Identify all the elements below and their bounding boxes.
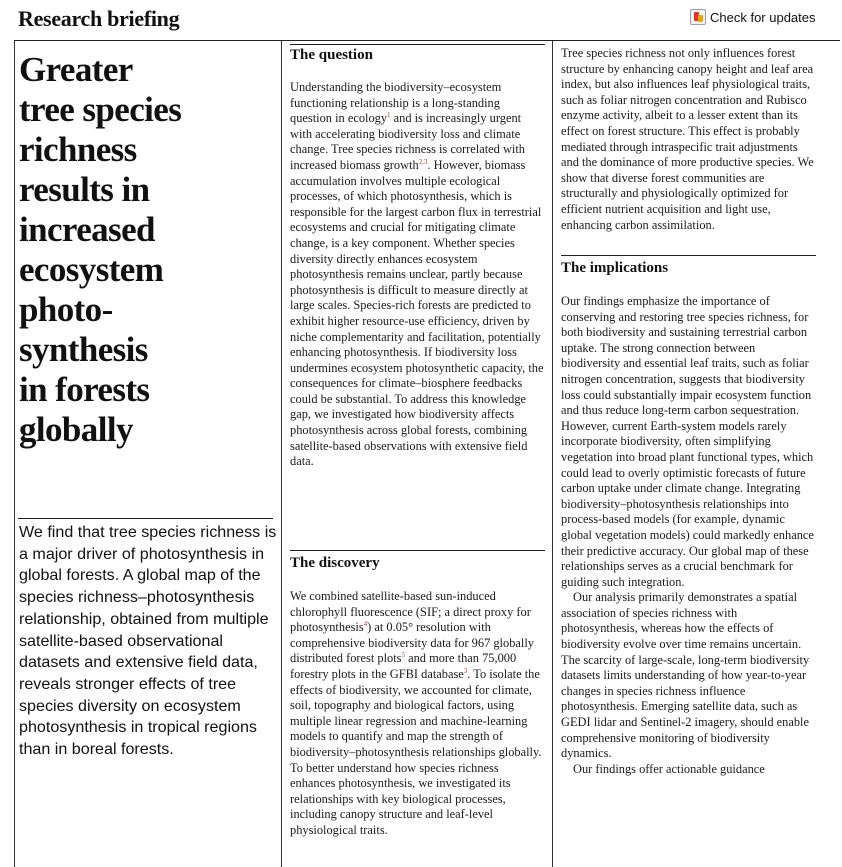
discovery-continued [561,46,815,233]
title-line: synthesis [19,330,148,369]
implications-heading: The implications [561,260,669,276]
title-line: richness [19,130,137,169]
article-title [19,50,274,450]
discovery-body [290,589,544,839]
section-rule [290,44,545,45]
check-for-updates-label: Check for updates [710,9,816,25]
title-line: increased [19,210,155,249]
implications-body [561,294,815,777]
title-line: results in [19,170,150,209]
question-body [290,80,544,470]
summary-rule [18,518,273,519]
title-line: globally [19,410,133,449]
question-paragraph: Understanding the biodiversity–ecosystem functioning relationship is a long-standing question in ecology$^1$ and is increasingly urgent with accelerating biodiversity loss and climate change. Tree species richness is correlated with increased biomass growth$^{2,3}$. However, biomass accumulation involves multiple ecological processes, of which photosynthesis, which is responsible for the largest carbon flux in terrestrial ecosystems and crucial for mitigating climate change, is a key component. Whether species diversity directly enhances ecosystem photosynthesis remains unclear, partly because photosynthesis is difficult to measure directly at large scales. Species-rich forests are predicted to exhibit higher resource-use efficiency, driven by niche complementarity and facilitation, potentially enhancing photosynthesis. If biodiversity loss undermines ecosystem photosynthetic capacity, the consequences for climate–biosphere feedbacks could be substantial. To address this knowledge gap, we investigated how biodiversity affects photosynthesis across global forests, combining satellite-based observations with extensive field data. [290,80,544,469]
check-for-updates-button[interactable] [690,9,816,25]
header-rule [14,40,840,41]
reference-marker[interactable]: 1 [387,111,391,120]
implications-paragraph: Our findings emphasize the importance of conserving and restoring tree species richness, for both biodiversity and sustaining terrestrial carbon uptake. The strong connection between biodiversity and essential leaf traits, such as foliar nitrogen concentration, suggests that biodiversity loss could substantially impair ecosystem function and thus reduce long-term carbon sequestration. However, current Earth-system models rarely incorporate biodiversity, often simplifying vegetation into broad plant functional types, which could lead to overly optimistic forecasts of future carbon uptake under climate change. Integrating biodiversity–photosynthesis relationships into process-based models (for example, dynamic global vegetation models) could markedly enhance their predictive accuracy. Our global map of these relationships serves as a crucial benchmark for guiding such integration. [561,294,814,589]
title-line: photo- [19,290,113,329]
section-label: Research briefing [18,6,180,31]
title-line: Greater [19,50,133,89]
reference-marker[interactable]: 2,3 [418,157,428,166]
column-divider [552,41,553,867]
title-line: ecosystem [19,250,164,289]
discovery-paragraph: We combined satellite-based sun-induced chlorophyll fluorescence (SIF; a direct proxy for photosynthesis$^4$) at 0.05° resolution with comprehensive biodiversity data for 967 globally distributed forest plots$^5$ and more than 75,000 forestry plots in the GFBI database$^3$. To isolate the effects of biodiversity, we accounted for climate, soil, topography and biological factors, using multiple linear regression and machine-learning models to quantify and map the strength of biodiversity–photosynthesis relationships globally. To better understand how species richness enhances photosynthesis, we investigated its relationships with key biological processes, including canopy structure and leaf-level physiological traits. [290,589,542,837]
column-divider [14,41,15,867]
summary-paragraph: We find that tree species richness is a major driver of photosynthesis in global forests. A global map of the species richness–photosynthesis relationship, obtained from multiple satellite-based observational datasets and extensive field data, reveals stronger effects of tree species diversity on ecosystem photosynthesis in tropical regions than in boreal forests. [19,523,277,759]
reference-marker[interactable]: 4 [363,620,368,629]
discovery-continued-paragraph: Tree species richness not only influences forest structure by enhancing canopy height and leaf area index, but also influences leaf physiological traits, such as foliar nitrogen concentration and Rubisco enzyme activity, albeit to a lesser extent than its effect on forest structure. This effect is probably mediated through intraspecific trait adjustments and the dominance of more productive species. We show that diverse forest communities are structurally and physiologically optimized for efficient nutrient acquisition and light use, enhancing carbon assimilation. [561,46,814,232]
discovery-heading: The discovery [290,555,380,571]
header [0,0,842,42]
reference-marker[interactable]: 5 [401,651,406,660]
column-divider [281,41,282,867]
check-for-updates-icon [690,9,706,25]
section-rule [561,255,816,256]
title-line: tree species [19,90,182,129]
question-heading: The question [290,47,373,63]
section-rule [290,550,545,551]
title-line: in forests [19,370,150,409]
implications-paragraph: Our analysis primarily demonstrates a spatial association of species richness with photosynthesis, whereas how the effects of biodiversity evolve over time remains uncertain. The scarcity of large-scale, long-term biodiversity datasets limits understanding of how year-to-year changes in species richness influence photosynthesis. Emerging satellite data, such as GEDI lidar and Sentinel-2 imagery, should enable comprehensive monitoring of biodiversity dynamics. [561,590,810,761]
implications-paragraph: Our findings offer actionable guidance [573,761,765,776]
reference-marker[interactable]: 3 [463,666,468,675]
